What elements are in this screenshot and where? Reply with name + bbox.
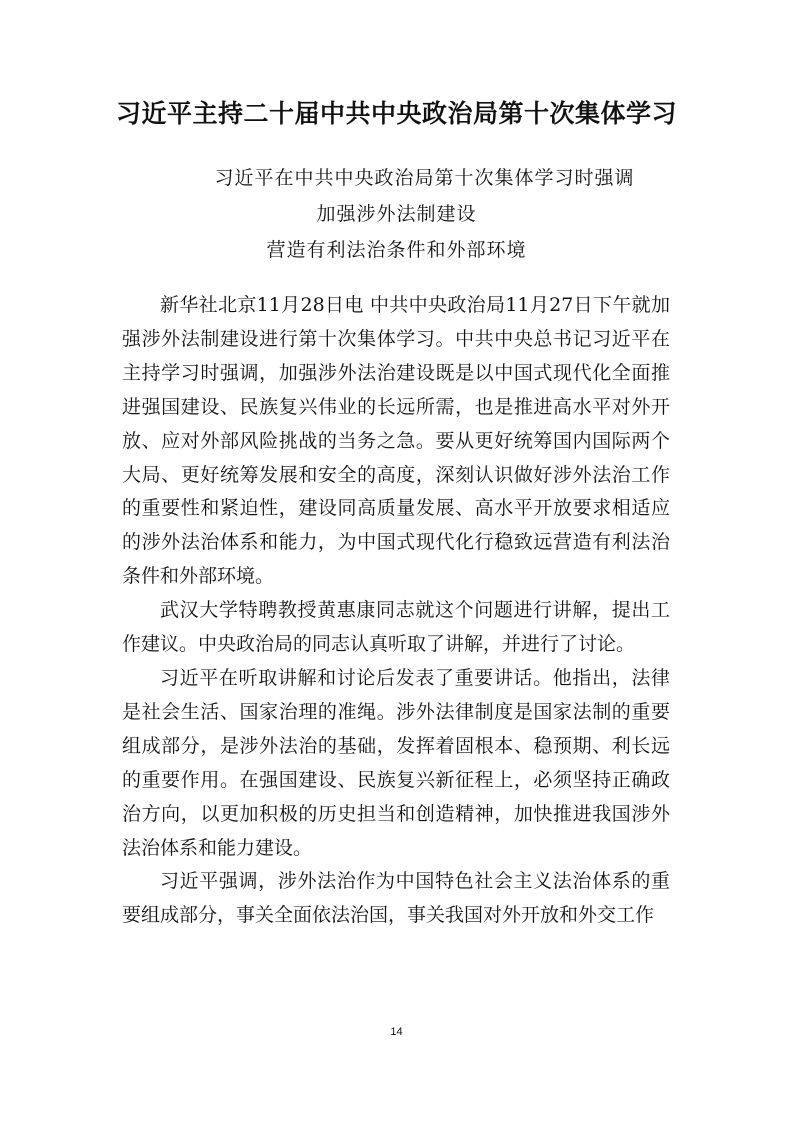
body-paragraph: 习近平强调，涉外法治作为中国特色社会主义法治体系的重要组成部分，事关全面依法治国，事关我国对外开放和外交工作 — [122, 870, 670, 927]
subtitle-line: 营造有利法治条件和外部环境 — [266, 239, 527, 261]
body-paragraph: 习近平在听取讲解和讨论后发表了重要讲话。他指出，法律是社会生活、国家治理的准绳。涉外法律制度是国家法制的重要组成部分，是涉外法治的基础，发挥着固根本、稳预期、利长远的重要作用。在强国建设、民族复兴新征程上，必须坚持正确政治方向，以更加积极的历史担当和创造精神，加快推进我国涉外法治体系和能力建设。 — [122, 666, 670, 859]
subtitle-line: 习近平在中共中央政治局第十次集体学习时强调 — [214, 167, 635, 189]
subtitle-block — [0, 160, 793, 268]
article-body — [122, 289, 670, 933]
body-paragraph: 新华社北京11月28日电 中共中央政治局11月27日下午就加强涉外法制建设进行第十次集体学习。中共中央总书记习近平在主持学习时强调，加强涉外法治建设既是以中国式现代化全面推进强国建设、民族复兴伟业的长远所需，也是推进高水平对外开放、应对外部风险挑战的当务之急。要从更好统筹国内国际两个大局、更好统筹发展和安全的高度，深刻认识做好涉外法治工作的重要性和紧迫性，建设同高质量发展、高水平开放要求相适应的涉外法治体系和能力，为中国式现代化行稳致远营造有利法治条件和外部环境。 — [122, 294, 670, 588]
subtitle-line: 加强涉外法制建设 — [316, 203, 477, 225]
page-number: 14 — [390, 1026, 403, 1038]
article-title: 习近平主持二十届中共中央政治局第十次集体学习 — [115, 99, 677, 128]
body-paragraph: 武汉大学特聘教授黄惠康同志就这个问题进行讲解，提出工作建议。中央政治局的同志认真听取了讲解，并进行了讨论。 — [122, 599, 670, 656]
